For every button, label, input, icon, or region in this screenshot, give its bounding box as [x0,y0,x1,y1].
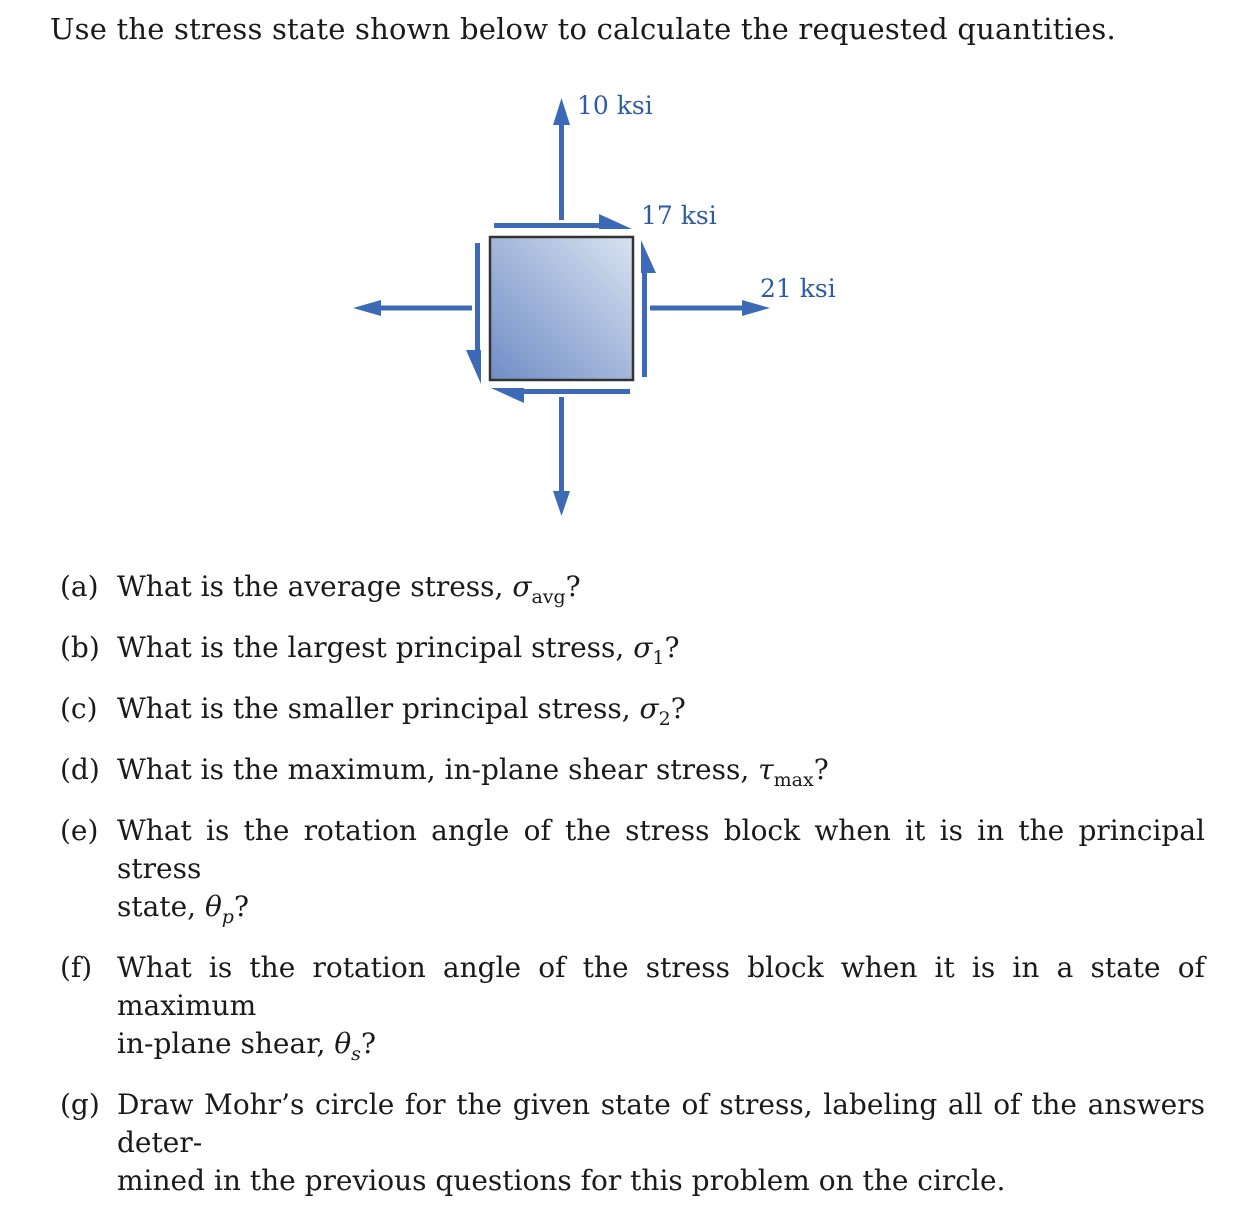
question-label: (g) [60,1088,100,1121]
shear-arrow-bottom-head [491,388,524,403]
label-shear-stress: 17 ksi [641,201,717,230]
question-text-line1: Draw Mohr’s circle for the given state of stress, labeling all of the answers deter- [117,1088,1205,1159]
question-text: What is the smaller principal stress, [117,692,640,725]
normal-arrow-bottom-head [553,491,570,516]
subscript: s [351,1043,361,1065]
question-b [60,629,1205,677]
question-label: (d) [60,753,100,786]
question-c [60,690,1205,738]
problem-intro: Use the stress state shown below to calculate the requested quantities. [50,12,1116,46]
question-label: (c) [60,692,98,725]
label-horizontal-stress: 21 ksi [760,274,836,303]
subscript: max [773,769,814,791]
question-text-line1: What is the rotation angle of the stress block when it is in a state of maximum [117,951,1205,1022]
subscript: avg [531,586,566,608]
theta-symbol: θ [334,1027,352,1060]
question-mark: ? [813,753,829,786]
subscript: p [221,906,234,928]
shear-arrow-right-head [641,240,656,273]
tau-symbol: τ [758,753,774,786]
theta-symbol: θ [204,890,222,923]
question-text: What is the maximum, in-plane shear stress, [117,753,759,786]
question-mark: ? [360,1027,376,1060]
sigma-symbol: σ [512,570,532,603]
question-text: What is the average stress, [117,570,513,603]
question-text-line1: What is the rotation angle of the stress block when it is in the principal stress [117,814,1205,885]
question-g [60,1086,1205,1200]
question-label: (e) [60,814,99,847]
question-text-line2: mined in the previous questions for this problem on the circle. [117,1164,1006,1197]
sigma-symbol: σ [639,692,659,725]
question-mark: ? [670,692,686,725]
question-mark: ? [565,570,581,603]
question-label: (a) [60,570,99,603]
sigma-symbol: σ [633,631,653,664]
normal-arrow-top-head [553,98,570,125]
subscript: 1 [652,647,665,669]
question-text-line2: state, [117,890,205,923]
question-label: (b) [60,631,100,664]
question-a [60,568,1205,616]
question-f [60,949,1205,1073]
stress-element-diagram [0,0,1238,560]
question-text-line2: in-plane shear, [117,1027,335,1060]
question-e [60,812,1205,936]
question-d [60,751,1205,799]
question-list [60,568,1205,1213]
shear-arrow-top-head [599,214,632,229]
subscript: 2 [658,708,671,730]
question-mark: ? [233,890,249,923]
question-mark: ? [664,631,680,664]
label-vertical-stress: 10 ksi [577,91,653,120]
normal-arrow-left-head [353,300,381,316]
shear-arrow-left-head [466,350,481,384]
question-text: What is the largest principal stress, [117,631,634,664]
question-label: (f) [60,951,93,984]
stress-block [490,237,633,380]
